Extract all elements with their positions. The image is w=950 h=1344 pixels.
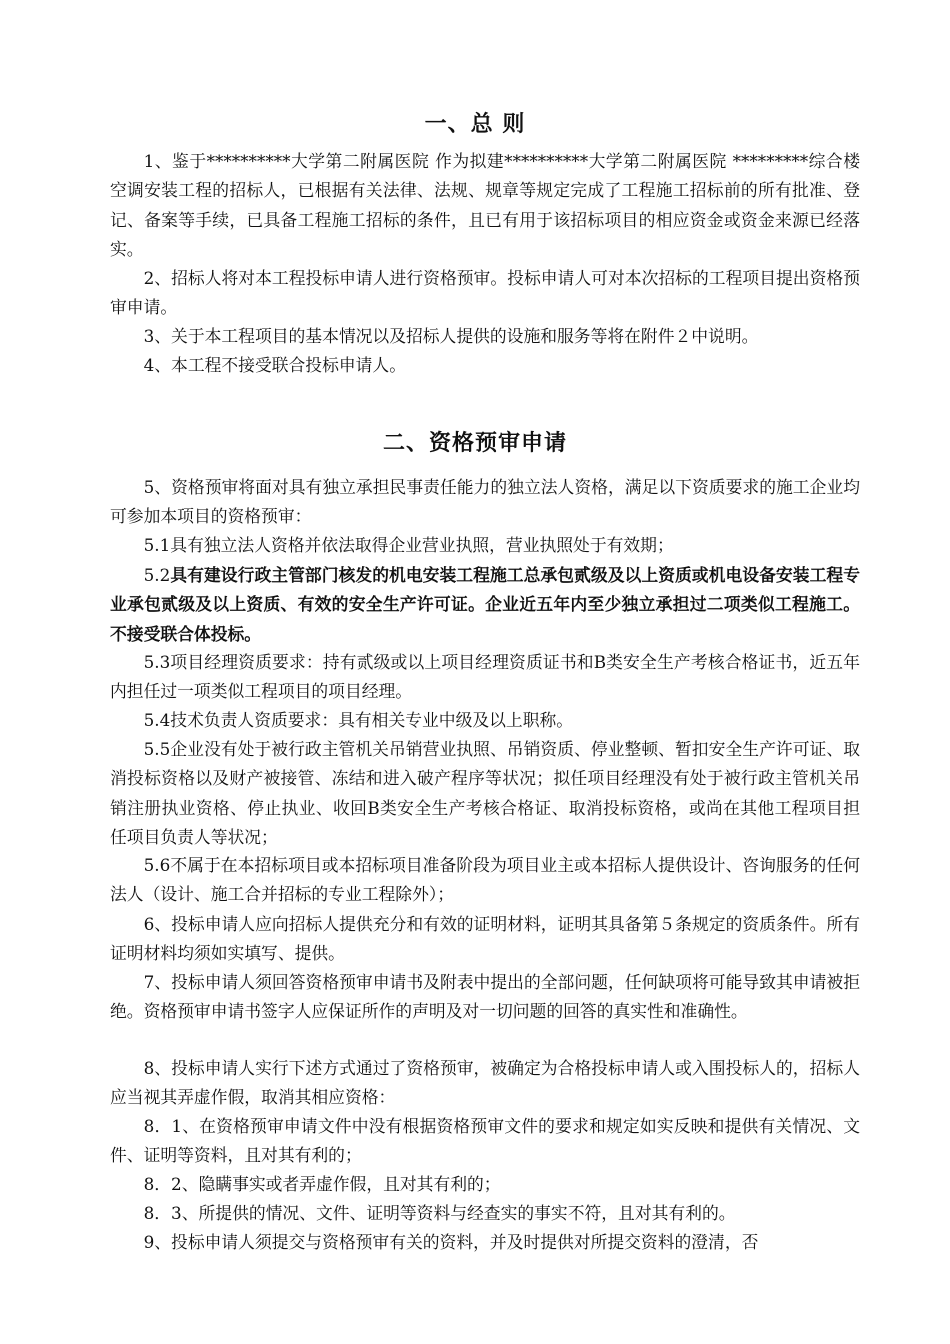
paragraph-8-1: 8．1、在资格预审申请文件中没有根据资格预审文件的要求和规定如实反映和提供有关情况、文件、证明等资料，且对其有利的； — [110, 1116, 860, 1166]
paragraph-2: 2、招标人将对本工程投标申请人进行资格预审。投标申请人可对本次招标的工程项目提出资格预审申请。 — [110, 268, 860, 318]
paragraph-5: 5、资格预审将面对具有独立承担民事责任能力的独立法人资格，满足以下资质要求的施工企业均可参加本项目的资格预审： — [110, 477, 860, 527]
paragraph-5-5: 5.5企业没有处于被行政主管机关吊销营业执照、吊销资质、停业整顿、暂扣安全生产许可证、取消投标资格以及财产被接管、冻结和进入破产程序等状况；拟任项目经理没有处于被行政主管机关吊销注册执业资格、停止执业、收回B类安全生产考核合格证、取消投标资格，或尚在其他工程项目担任项目负责人等状况； — [110, 739, 860, 847]
paragraph-5-3: 5.3项目经理资质要求：持有贰级或以上项目经理资质证书和B类安全生产考核合格证书，近五年内担任过一项类似工程项目的项目经理。 — [110, 652, 860, 702]
paragraph-1: 1、鉴于**********大学第二附属医院 作为拟建**********大学第二附属医院 *********综合楼空调安装工程的招标人，已根据有关法律、法规、规章等规定完成了工程施工招标前的所有批准、登记、备案等手续，已具备工程施工招标的条件，且已有用于该招标项目的相应资金或资金来源已经落实。 — [110, 151, 860, 259]
paragraph-3: 3、关于本工程项目的基本情况以及招标人提供的设施和服务等将在附件２中说明。 — [143, 326, 759, 346]
section-1-title: 一、总 则 — [424, 112, 526, 137]
section-2-title: 二、资格预审申请 — [382, 431, 567, 456]
paragraph-7: 7、投标申请人须回答资格预审申请书及附表中提出的全部问题，任何缺项将可能导致其申请被拒绝。资格预审申请书签字人应保证所作的声明及对一切问题的回答的真实性和准确性。 — [110, 972, 860, 1022]
paragraph-5-2-bold-text: 具有建设行政主管部门核发的机电安装工程施工总承包贰级及以上资质或机电设备安装工程专业承包贰级及以上资质、有效的安全生产许可证。企业近五年内至少独立承担过二项类似工程施工。不接受联合体投标。 — [110, 565, 860, 644]
paragraph-5-1: 5.1具有独立法人资格并依法取得企业营业执照，营业执照处于有效期； — [143, 535, 674, 555]
paragraph-5-6: 5.6不属于在本招标项目或本招标项目准备阶段为项目业主或本招标人提供设计、咨询服务的任何法人（设计、施工合并招标的专业工程除外）； — [110, 855, 860, 905]
paragraph-8-3: 8．3、所提供的情况、文件、证明等资料与经查实的事实不符，且对其有利的。 — [143, 1203, 736, 1223]
paragraph-8: 8、投标申请人实行下述方式通过了资格预审，被确定为合格投标申请人或入围投标人的，招标人应当视其弄虚作假，取消其相应资格： — [110, 1058, 860, 1108]
paragraph-5-2-number: 5.2 — [143, 565, 171, 585]
paragraph-6: 6、投标申请人应向招标人提供充分和有效的证明材料，证明其具备第５条规定的资质条件。所有证明材料均须如实填写、提供。 — [110, 914, 860, 964]
paragraph-9: 9、投标申请人须提交与资格预审有关的资料，并及时提供对所提交资料的澄清，否 — [143, 1232, 759, 1252]
paragraph-5-2 — [110, 561, 860, 649]
paragraph-5-4: 5.4技术负责人资质要求：具有相关专业中级及以上职称。 — [143, 710, 574, 730]
paragraph-8-2: 8．2、隐瞒事实或者弄虚作假，且对其有利的； — [143, 1174, 501, 1194]
paragraph-4: 4、本工程不接受联合投标申请人。 — [143, 355, 406, 375]
